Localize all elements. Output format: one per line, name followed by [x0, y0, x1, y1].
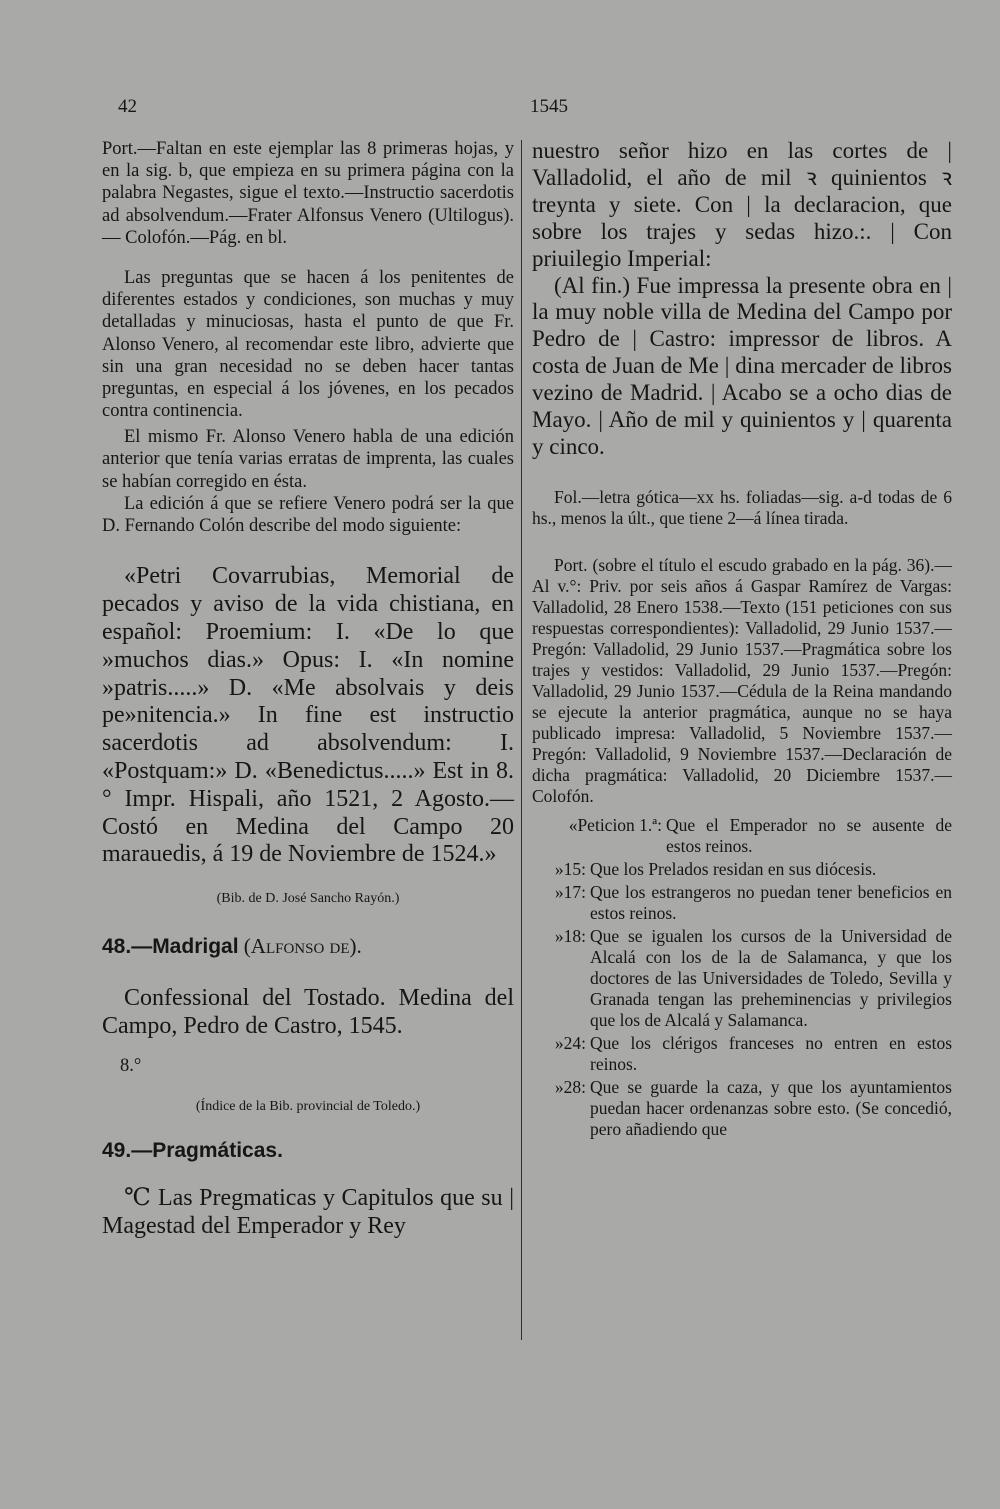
peticion-number: »18:: [554, 925, 586, 946]
peticion-item: [532, 926, 952, 1031]
peticion-number: »17:: [554, 881, 586, 902]
year-header: 1545: [530, 96, 568, 117]
peticion-number: »24:: [554, 1032, 586, 1053]
entry-49-number: 49.—Pragmáticas.: [102, 1138, 283, 1162]
entry-49-title: ℃ Las Pregmaticas y Capitulos que su | Magestad del Emperador y Rey: [102, 1185, 514, 1239]
left-column: [102, 138, 514, 1241]
citation-toledo: (Índice de la Bib. provincial de Toledo.): [195, 1099, 421, 1115]
entry-48-number: 48.—Madrigal: [102, 935, 239, 959]
peticion-item: [532, 815, 952, 857]
entry-48-format: 8.°: [120, 1055, 142, 1076]
fol-description: Fol.—letra gótica—xx hs. foliadas—sig. a-d todas de 6 hs., menos la últ., que tiene 2—á línea tirada.: [532, 486, 952, 528]
citation-sancho-rayon: (Bib. de D. José Sancho Rayón.): [216, 891, 400, 907]
page-number: 42: [118, 96, 137, 117]
peticion-text: Que los clérigos franceses no entren en estos reinos.: [590, 1032, 952, 1074]
peticion-text: Que los Prelados residan en sus diócesis.: [590, 858, 877, 879]
colon-quote: «Petri Covarrubias, Memorial de pecados y aviso de la vida chistiana, en español: Proemium: I. «De lo que »muchos dias.» Opus: I. «In nomine »patris.....» D. «Me absolvais y deis pe»nitencia.» In fine est instructio sacerdotis ad absolvendum: I. «Postquam:» D. «Benedictus.....» Est in 8.° Impr. Hispali, año 1521, 2 Agosto.—Costó en Medina del Campo 20 marauedis, á 19 de Noviembre de 1524.»: [102, 563, 514, 868]
right-column: [532, 138, 952, 1140]
peticion-text: Que el Emperador no se ausente de estos reinos.: [666, 814, 952, 856]
entry-48-title: Confessional del Tostado. Medina del Campo, Pedro de Castro, 1545.: [102, 985, 514, 1040]
peticion-text: Que los estrangeros no puedan tener beneficios en estos reinos.: [590, 881, 952, 923]
column-divider: [521, 140, 522, 1340]
entry-48-author: (Alfonso de).: [243, 934, 362, 959]
peticion-number: »28:: [554, 1076, 586, 1097]
peticion-number: »15:: [554, 858, 586, 879]
port-paragraph: Port.—Faltan en este ejemplar las 8 primeras hojas, y en la sig. b, que empieza en su primera página con la palabra Negastes, sigue el texto.—Instructio sacerdotis ad absolvendum.—Frater Alfonsus Venero (Ultilogus).— Colofón.—Pág. en bl.: [102, 139, 514, 248]
entry-48-heading: [102, 934, 514, 959]
entry-49-heading: [102, 1138, 514, 1163]
venero-paragraph: El mismo Fr. Alonso Venero habla de una edición anterior que tenía varias erratas de imprenta, las cuales se habían corregido en ésta.: [102, 427, 514, 492]
peticion-item: [532, 1077, 952, 1140]
peticion-item: [532, 882, 952, 924]
edicion-paragraph: La edición á que se refiere Venero podrá ser la que D. Fernando Colón describe del modo siguiente:: [102, 493, 514, 536]
title-continuation: nuestro señor hizo en las cortes de | Valladolid, el año de mil ꝛ quinientos ꝛ treynta y siete. Con | la declaracion, que sobre los trajes y sedas hizo.:. | Con priuilegio Imperial:: [532, 138, 952, 271]
peticion-item: [532, 859, 952, 880]
peticiones-list: [532, 815, 952, 1140]
peticion-text: Que se igualen los cursos de la Universidad de Alcalá con los de la de Salamanca, y que los doctores de las Universidades de Toledo, Sevilla y Granada tengan las preheminencias y privilegios que los de Alcalá y Salamanca.: [590, 925, 952, 1030]
port-description: Port. (sobre el título el escudo grabado en la pág. 36).—Al v.°: Priv. por seis años á Gaspar Ramírez de Vargas: Valladolid, 28 Enero 1538.—Texto (151 peticiones con sus respuestas correspondientes): Valladolid, 29 Junio 1537.—Pregón: Valladolid, 29 Junio 1537.—Pragmática sobre los trajes y vestidos: Valladolid, 29 Junio 1537.—Pregón: Valladolid, 29 Junio 1537.—Cédula de la Reina mandando se ejecute la anterior pragmática, aunque no se haya publicado impresa: Valladolid, 5 Noviembre 1537.—Pregón: Valladolid, 9 Noviembre 1537.—Declaración de dicha pragmática: Valladolid, 20 Diciembre 1537.—Colofón.: [532, 554, 952, 806]
peticion-text: Que se guarde la caza, y que los ayuntamientos puedan hacer ordenanzas sobre esto. (Se concedió, pero añadiendo que: [590, 1076, 952, 1139]
colophon: (Al fin.) Fue impressa la presente obra en | la muy noble villa de Medina del Campo por Pedro de | Castro: impressor de libros. A costa de Juan de Me | dina mercader de libros vezino de Madrid. | Acabo se a ocho dias de Mayo. | Año de mil y quinientos y | quarenta y cinco.: [532, 272, 952, 459]
peticion-item: [532, 1033, 952, 1075]
peticion-number: «Peticion 1.ª:: [568, 814, 662, 835]
penitentes-paragraph: Las preguntas que se hacen á los penitentes de diferentes estados y condiciones, son muchas y muy detalladas y minuciosas, hasta el punto de que Fr. Alonso Venero, al recomendar este libro, advierte que sin una gran necesidad no se deben hacer tantas preguntas, en especial á los jóvenes, en los pecados contra continencia.: [102, 267, 514, 422]
